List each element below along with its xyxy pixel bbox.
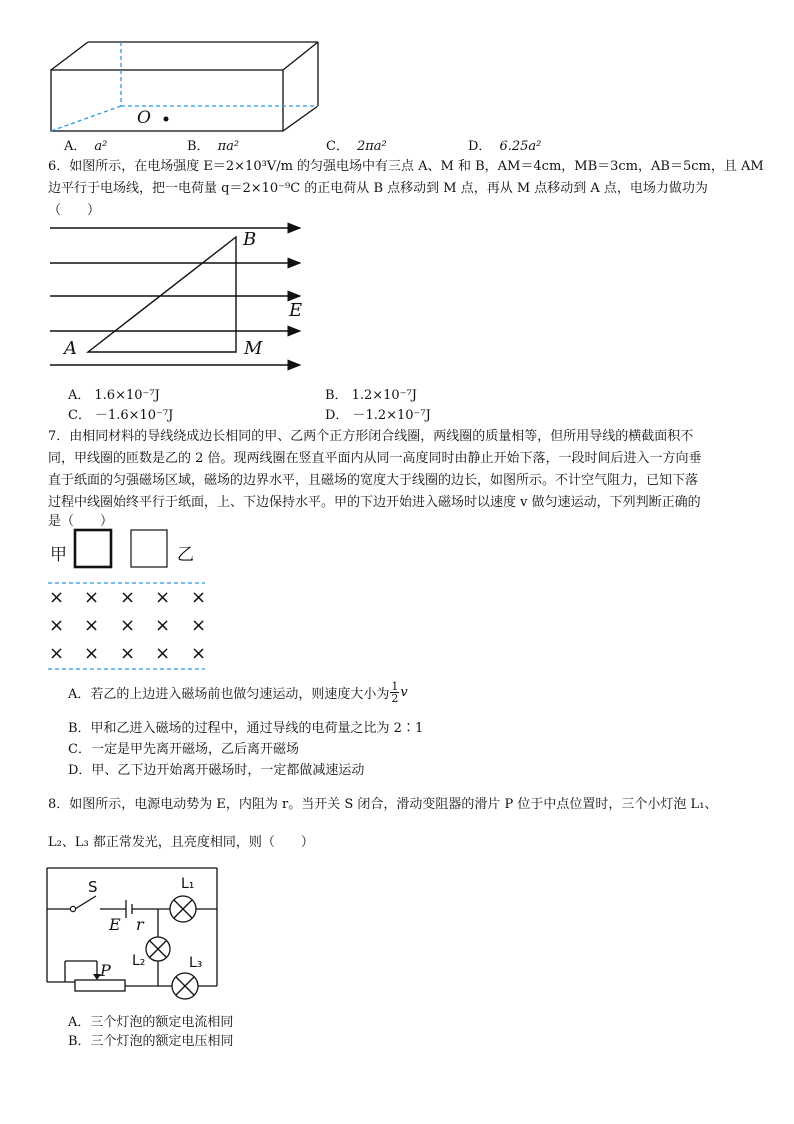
lamp-l2-label: L₂ [132, 953, 146, 969]
q8-option-b[interactable]: B．三个灯泡的额定电压相同 [68, 1034, 234, 1049]
switch-pivot [70, 906, 75, 911]
coil-yi-label: 乙 [177, 545, 194, 565]
option-text: 6.25a² [499, 139, 542, 154]
option-text: πa² [217, 139, 240, 154]
q7-stem-line-5: 是（ ） [48, 514, 114, 529]
magnetic-cross: × [120, 587, 136, 608]
option-text: －1.2×10⁻⁷J [352, 408, 431, 423]
q8-option-a[interactable]: A．三个灯泡的额定电流相同 [68, 1015, 234, 1030]
magnetic-cross: × [120, 615, 136, 636]
point-o-label: O [137, 108, 151, 128]
q6-stem-line-2: 边平行于电场线，把一电荷量 q＝2×10⁻⁹C 的正电荷从 B 点移动到 M 点，再从 M 点移动到 A 点，电场力做功为 [48, 181, 708, 196]
q6-stem-line-1: 6．如图所示，在电场强度 E＝2×10³V/m 的匀强电场中有三点 A、M 和 B，AM＝4cm，MB＝3cm，AB＝5cm，且 AM [48, 159, 764, 174]
option-text: 1.6×10⁻⁷J [94, 388, 160, 403]
q7-option-c[interactable]: C．一定是甲先离开磁场，乙后离开磁场 [68, 742, 299, 757]
slider-p-label: P [100, 961, 111, 980]
velocity-symbol: v [400, 685, 408, 700]
magnetic-cross: × [155, 587, 171, 608]
q7-stem-line-2: 同，甲线圈的匝数是乙的 2 倍。现两线圈在竖直平面内从同一高度同时由静止开始下落，一段时间后进入一方向垂 [48, 451, 702, 466]
q7-option-b[interactable]: B．甲和乙进入磁场的过程中，通过导线的电荷量之比为 2∶1 [68, 721, 424, 736]
switch-s-label: S [88, 878, 98, 896]
internal-r-label: r [136, 915, 144, 934]
rheostat-body [75, 980, 125, 991]
q6-stem-line-3: （ ） [48, 203, 101, 218]
magnetic-cross: × [84, 643, 100, 664]
magnetic-cross: × [49, 615, 65, 636]
option-letter: C． [326, 139, 349, 154]
magnetic-cross: × [84, 587, 100, 608]
switch-blade [75, 896, 96, 909]
option-letter: C． [68, 408, 91, 423]
option-text: 1.2×10⁻⁷J [351, 388, 417, 403]
q8-stem-line-1: 8．如图所示，电源电动势为 E，内阻为 r。当开关 S 闭合，滑动变阻器的滑片 P 位于中点位置时，三个小灯泡 L₁、 [48, 797, 718, 812]
emf-e-label: E [109, 915, 121, 934]
magnetic-cross: × [191, 615, 207, 636]
magnetic-cross: × [120, 643, 136, 664]
magnetic-cross: × [49, 643, 65, 664]
option-text: a² [94, 139, 108, 154]
magnetic-cross: × [191, 643, 207, 664]
q7-option-d[interactable]: D．甲、乙下边开始离开磁场时，一定都做减速运动 [68, 763, 365, 778]
lamp-l1-label: L₁ [181, 876, 195, 892]
magnetic-cross: × [155, 615, 171, 636]
option-letter: D． [468, 139, 492, 154]
magnetic-cross: × [49, 587, 65, 608]
option-letter: B． [187, 139, 210, 154]
q7-stem-line-3: 直于纸面的匀强磁场区域，磁场的边界水平，且磁场的宽度大于线圈的边长，如图所示。不计空气阻力，已知下落 [48, 473, 699, 488]
option-letter: B． [325, 388, 348, 403]
point-b-label: B [243, 229, 257, 250]
option-text: －1.6×10⁻⁷J [94, 408, 174, 423]
option-text: 2πa² [356, 139, 387, 154]
q8-stem-line-2: L₂、L₃ 都正常发光，且亮度相同，则（ ） [48, 835, 314, 850]
option-letter: A． [68, 388, 91, 403]
magnetic-cross: × [191, 587, 207, 608]
point-m-label: M [244, 338, 263, 359]
lamp-l3-label: L₃ [189, 955, 203, 971]
point-a-label: A [64, 338, 77, 359]
magnetic-cross: × [155, 643, 171, 664]
q7-stem-line-1: 7．由相同材料的导线绕成边长相同的甲、乙两个正方形闭合线圈，两线圈的质量相等，但所用导线的横截面积不 [48, 429, 694, 444]
q7-stem-line-4: 过程中线圈始终平行于纸面，上、下边保持水平。甲的下边开始进入磁场时以速度 v 做匀速运动，下列判断正确的 [48, 495, 701, 510]
field-e-label: E [289, 300, 303, 321]
option-letter: D． [325, 408, 349, 423]
option-text: A．若乙的上边进入磁场前也做匀速运动，则速度大小为 [68, 687, 390, 702]
magnetic-cross: × [84, 615, 100, 636]
fraction-one-half: $\frac{1}{2}$ [391, 680, 399, 705]
option-letter: A． [64, 139, 87, 154]
coil-jia-label: 甲 [50, 545, 67, 565]
